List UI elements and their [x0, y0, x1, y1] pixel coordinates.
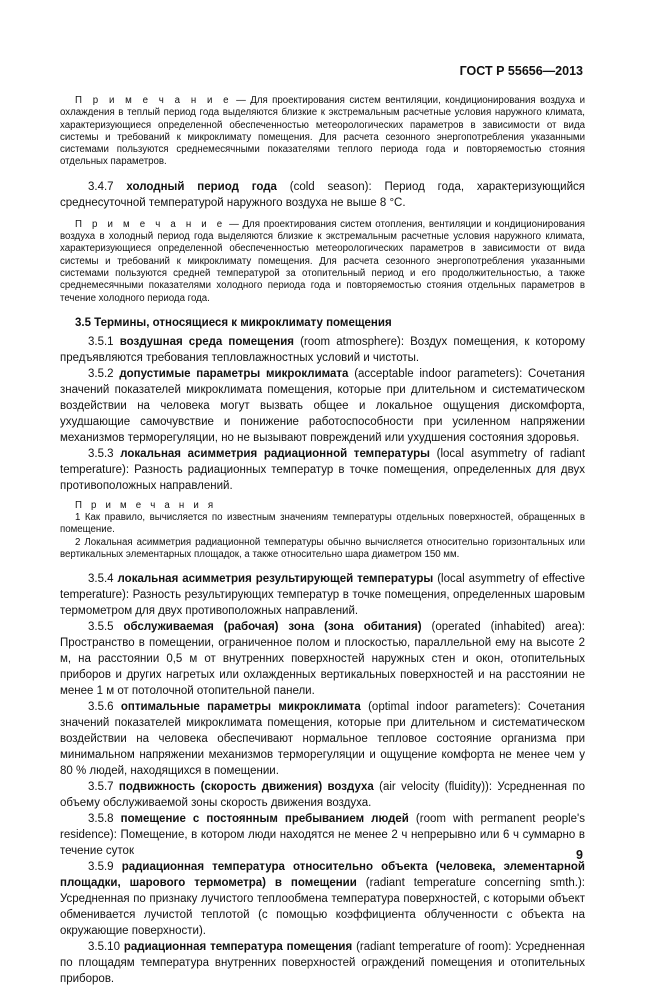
- term-number: 3.5.8: [88, 813, 114, 826]
- page-number: 9: [576, 848, 583, 862]
- note-warm-season: [60, 95, 585, 169]
- term-english: (optimal indoor parameters):: [368, 701, 521, 714]
- term-definition: Сочетания значений показателей микроклимата помещения, которые при длительном и систематическом воздействии на человека могут вызвать общее и локальное ощущения дискомфорта, ухудшающие самочувствие и понижение работоспособности при усиленном напряжении механизмов терморегуляции, но не вызывают повреждений или ухудшения состояния здоровья.: [60, 367, 586, 444]
- term-english: (room atmosphere):: [300, 335, 405, 348]
- term-3-4-7: [60, 179, 585, 211]
- term-name: холодный период года: [126, 180, 277, 193]
- term-name: радиационная температура относительно объекта (человека, элементарной площадки, шарового термометра) в помещении: [60, 861, 585, 890]
- term-name: локальная асимметрия радиационной температуры: [120, 447, 430, 460]
- term-number: 3.5.10: [88, 941, 120, 954]
- term-name: оптимальные параметры микроклимата: [120, 701, 361, 714]
- terms-group-b: [60, 571, 585, 987]
- note-text: — Для проектирования систем отопления, вентиляции и кондиционирования воздуха в холодный период года выделяются близкие к экстремальным расчетные условия наружного климата, характеризующиеся определенной обеспеченностью метеорологических параметров в зависимости от вида системы и требований к микроклимату помещения. Для расчета сезонного энергопотребления указанными системами пользуются средней температурой за отопительный период и его продолжительностью, а также среднемесячными показателями холодного периода года и повторяемостью стояния отдельных параметров в течение холодного периода года.: [60, 218, 586, 304]
- term-definition-paragraph: [60, 699, 585, 779]
- note-text: — Для проектирования систем вентиляции, кондиционирования воздуха и охлаждения в теплый период года выделяются близкие к экстремальным расчетные условия наружного климата, характеризующиеся определенной обеспеченностью метеорологических параметров в зависимости от вида системы и требований к микроклимату помещения. Для расчета сезонного энергопотребления указанными системами пользуются среднемесячными показателями теплого периода года и повторяемостью стояния отдельных параметров.: [60, 95, 586, 168]
- term-definition-paragraph: [60, 619, 585, 699]
- term-name: обслуживаемая (рабочая) зона (зона обитания): [123, 621, 422, 634]
- term-english: (local asymmetry of effective temperature):: [60, 573, 585, 602]
- term-definition-paragraph: [60, 334, 585, 366]
- note-label: П р и м е ч а н и е: [75, 95, 232, 106]
- term-definition-paragraph: [60, 446, 585, 494]
- term-definition: Разность радиационных температур в точке помещения, определенных для двух противоположных направлений.: [60, 463, 585, 492]
- page-body: [60, 95, 585, 987]
- term-name: радиационная температура помещения: [123, 941, 353, 954]
- term-number: 3.5.9: [88, 861, 114, 874]
- notes-3-5-3: [60, 500, 585, 561]
- term-english: (cold season):: [289, 180, 372, 193]
- term-definition: Усредненная по площадям температура внутренних поверхностей ограждений помещения и отопительных приборов.: [60, 941, 585, 986]
- term-definition: Воздух помещения, к которому предъявляются требования тепловлажностных условий и чистоты.: [60, 335, 585, 364]
- term-definition-paragraph: [60, 811, 585, 859]
- term-name: воздушная среда помещения: [119, 335, 294, 348]
- note-label: П р и м е ч а н и е: [75, 218, 226, 230]
- term-number: 3.5.6: [88, 701, 114, 714]
- terms-group-a: [60, 334, 585, 494]
- section-heading: 3.5 Термины, относящиеся к микроклимату помещения: [75, 316, 392, 329]
- term-definition-paragraph: [60, 779, 585, 811]
- term-name: локальная асимметрия результирующей температуры: [117, 573, 434, 586]
- term-definition: Усредненная по объему обслуживаемой зоны скорость движения воздуха.: [60, 781, 585, 810]
- term-english: (radiant temperature concerning smth.):: [365, 877, 585, 890]
- term-definition-paragraph: [60, 571, 585, 619]
- term-name: подвижность (скорость движения) воздуха: [118, 781, 374, 794]
- notes-label: П р и м е ч а н и я: [75, 499, 217, 511]
- term-english: (operated (inhabited) area):: [431, 621, 585, 634]
- term-definition: Помещение, в котором люди находятся не менее 2 ч непрерывно или 6 ч суммарно в течение суток: [60, 829, 585, 858]
- document-header: ГОСТ Р 55656—2013: [459, 64, 583, 78]
- term-english: (radiant temperature of room):: [356, 941, 512, 954]
- term-number: 3.5.2: [88, 367, 114, 380]
- note-cold-season: [60, 219, 585, 305]
- note-item: 2 Локальная асимметрия радиационной температуры обычно вычисляется относительно горизонтальных или вертикальных элементарных площадок, а также относительно шара диаметром 150 мм.: [60, 536, 585, 561]
- term-definition: Период года, характеризующийся среднесуточной температурой наружного воздуха не выше 8 °С.: [60, 180, 585, 209]
- term-name: помещение с постоянным пребыванием людей: [120, 813, 409, 826]
- note-item: 1 Как правило, вычисляется по известным значениям температуры отдельных поверхностей, обращенных в помещение.: [60, 512, 585, 536]
- term-number: 3.5.7: [88, 781, 114, 794]
- term-number: 3.5.1: [88, 335, 114, 348]
- term-name: допустимые параметры микроклимата: [119, 367, 349, 380]
- term-number: 3.4.7: [88, 180, 114, 193]
- term-number: 3.5.5: [88, 621, 114, 634]
- term-definition-paragraph: [60, 939, 585, 987]
- term-definition: Разность результирующих температур в точке помещения, определенных шаровым термометром для двух противоположных направлений.: [60, 589, 585, 618]
- term-definition: Пространство в помещении, ограниченное полом и плоскостью, параллельной ему на высоте 2 м, на расстоянии 0,5 м от внутренних поверхностей наружных стен и окон, отопительных приборов и других нагретых или охлажденных вертикальных поверхностей и на расстоянии не менее 1 м от потолочной отопительной панели.: [60, 637, 585, 698]
- term-english: (acceptable indoor parameters):: [354, 367, 523, 380]
- term-number: 3.5.3: [88, 447, 114, 460]
- term-english: (room with permanent people's residence):: [60, 813, 585, 842]
- term-english: (air velocity (fluidity)):: [379, 781, 493, 794]
- term-number: 3.5.4: [88, 573, 114, 586]
- term-definition-paragraph: [60, 859, 585, 939]
- term-definition: Сочетания значений показателей микроклимата помещения, которые при длительном и систематическом воздействии на человека обеспечивают нормальное тепловое состояние организма при минимальном напряжении механизмов терморегуляции и ощущение комфорта не менее чем у 80 % людей, находящихся в помещении.: [60, 701, 585, 778]
- term-english: (local asymmetry of radiant temperature):: [60, 447, 586, 476]
- term-definition-paragraph: [60, 366, 585, 446]
- term-definition: Усредненная по признаку лучистого теплообмена температура поверхностей, с которыми объект обменивается лучистой теплотой (с помощью коэффициента облученности с объекта на окружающие поверхности).: [60, 893, 585, 938]
